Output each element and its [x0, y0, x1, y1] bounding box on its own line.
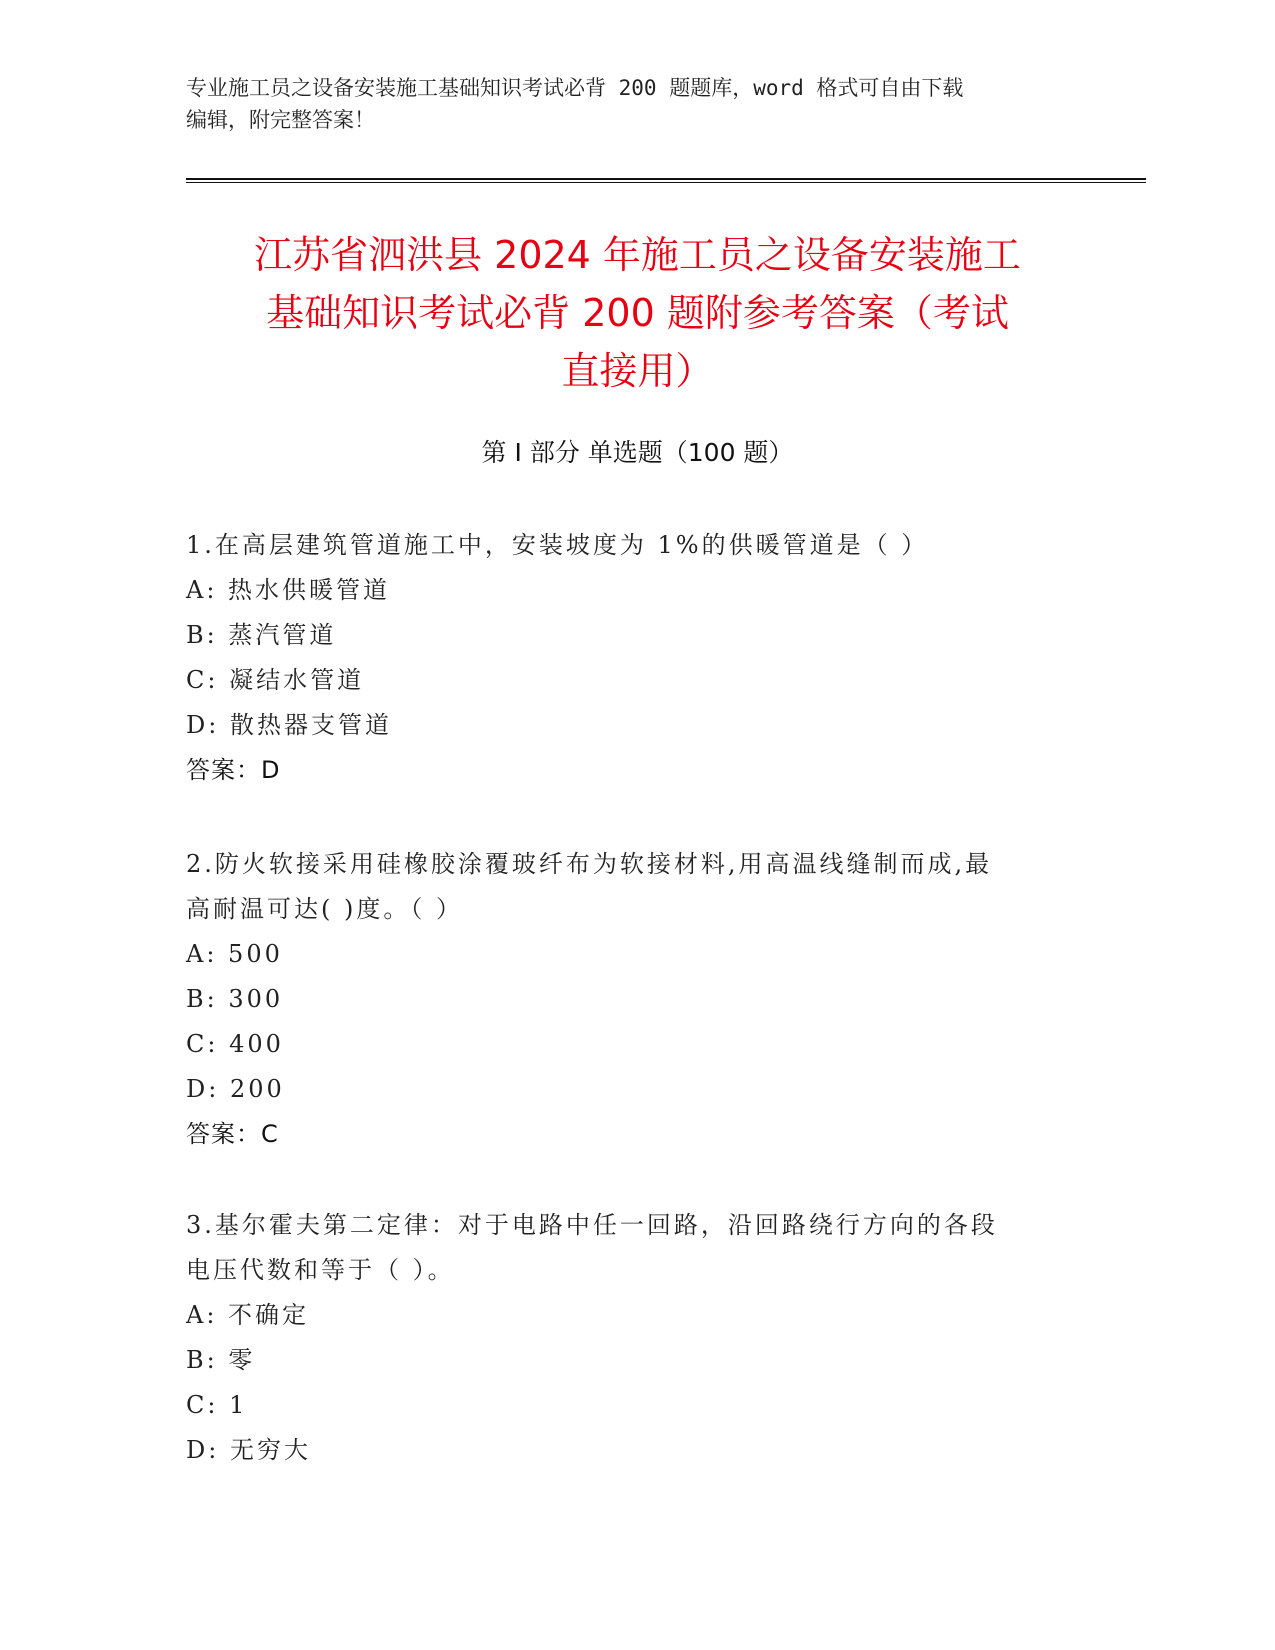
answer-line: 答案：D: [186, 756, 281, 784]
header-note-line: 编辑，附完整答案！: [186, 108, 375, 132]
option-d: D: 无穷大: [186, 1436, 311, 1464]
option-b: B: 300: [186, 985, 284, 1013]
option-c: C: 400: [186, 1030, 284, 1058]
answer-line: 答案：C: [186, 1120, 279, 1148]
title-line: 直接用）: [561, 349, 714, 393]
section-heading: 第 I 部分 单选题（100 题）: [481, 438, 794, 467]
question-stem-line: 2.防火软接采用硅橡胶涂覆玻纤布为软接材料,用高温线缝制而成,最: [186, 850, 993, 878]
option-a: A: 不确定: [186, 1301, 310, 1329]
question-stem-line: 电压代数和等于（ ）。: [186, 1256, 455, 1284]
option-d: D: 散热器支管道: [186, 711, 392, 739]
question-stem: [186, 842, 1086, 932]
question-stem-line: 高耐温可达( )度。（ ）: [186, 895, 463, 923]
question-block: [186, 1203, 1086, 1473]
header-note-line: 专业施工员之设备安装施工基础知识考试必背 200 题题库，word 格式可自由下载: [186, 76, 964, 100]
option-b: B: 零: [186, 1346, 256, 1374]
question-stem: [186, 1203, 1086, 1293]
question-stem-line: 3.基尔霍夫第二定律：对于电路中任一回路，沿回路绕行方向的各段: [186, 1211, 998, 1239]
header-divider-thin: [186, 182, 1146, 183]
document-title: [140, 226, 1135, 400]
option-c: C: 1: [186, 1391, 248, 1419]
title-line: 江苏省泗洪县 2024 年施工员之设备安装施工: [254, 233, 1021, 277]
option-c: C: 凝结水管道: [186, 666, 365, 694]
option-d: D: 200: [186, 1075, 285, 1103]
option-a: A: 热水供暖管道: [186, 576, 391, 604]
header-note: [186, 72, 1086, 136]
header-divider: [186, 178, 1146, 180]
option-b: B: 蒸汽管道: [186, 621, 337, 649]
question-stem-line: 1.在高层建筑管道施工中，安装坡度为 1%的供暖管道是（ ）: [186, 531, 929, 559]
question-block: [186, 842, 1086, 1157]
title-line: 基础知识考试必背 200 题附参考答案（考试: [266, 291, 1009, 335]
option-a: A: 500: [186, 940, 283, 968]
question-stem: [186, 523, 1086, 568]
question-block: [186, 523, 1086, 793]
